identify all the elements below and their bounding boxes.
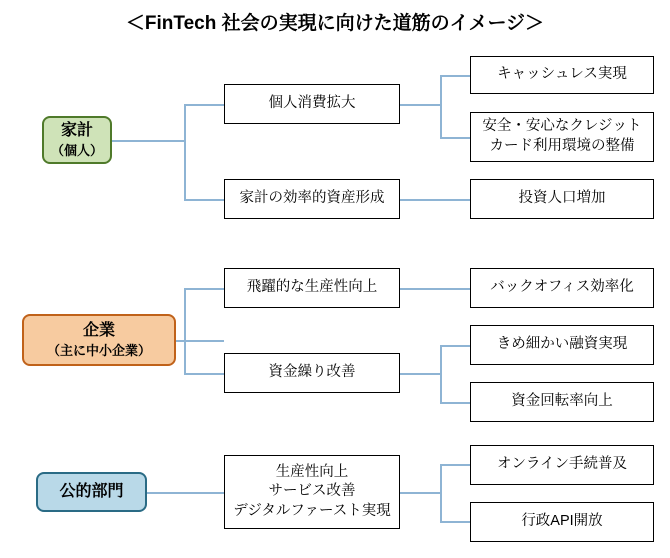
node-fine-grained-lending[interactable] — [470, 325, 654, 365]
node-capital-turnover[interactable] — [470, 382, 654, 422]
node-credit-card-env-line2: カード利用環境の整備 — [489, 138, 635, 154]
node-personal-consumption[interactable] — [224, 84, 400, 124]
connector-productivity-out — [400, 288, 470, 290]
node-public-root[interactable] — [36, 472, 147, 512]
node-public-improvements-line2: サービス改善 — [268, 483, 356, 500]
node-public-improvements-line3: デジタルファースト実現 — [233, 502, 391, 519]
connector-company-branch-2 — [184, 373, 224, 375]
connector-fine-lending-in — [440, 345, 470, 347]
connector-credit-in — [440, 137, 470, 139]
node-cashflow-improvement-label: 資金繰り改善 — [268, 364, 356, 381]
node-household-root-line1: 家計 — [60, 122, 93, 140]
node-public-improvements-line1: 生産性向上 — [275, 463, 349, 480]
node-investor-population[interactable] — [470, 179, 654, 219]
node-online-procedures-label: オンライン手続普及 — [496, 456, 628, 473]
node-cashflow-improvement[interactable] — [224, 353, 400, 393]
node-backoffice-efficiency[interactable] — [470, 268, 654, 308]
connector-household-branch-1 — [184, 104, 224, 106]
node-personal-consumption-label: 個人消費拡大 — [268, 95, 356, 112]
node-cashless[interactable] — [470, 56, 654, 94]
connector-online-proc-in — [440, 464, 470, 466]
node-backoffice-efficiency-label: バックオフィス効率化 — [490, 279, 634, 296]
node-gov-api-open[interactable] — [470, 502, 654, 542]
node-investor-population-label: 投資人口増加 — [518, 190, 606, 207]
node-company-root[interactable] — [22, 314, 176, 366]
connector-public-root — [147, 492, 224, 494]
node-company-root-line1: 企業 — [82, 322, 115, 340]
node-public-root-label: 公的部門 — [59, 483, 124, 501]
connector-household-root — [112, 140, 184, 142]
connector-turnover-in — [440, 402, 470, 404]
node-credit-card-env-line1: 安全・安心なクレジット — [482, 118, 642, 135]
connector-public-trunk — [440, 464, 442, 521]
connector-public-mid-out — [400, 492, 440, 494]
connector-consumption-trunk — [440, 75, 442, 137]
node-household-asset-formation[interactable] — [224, 179, 400, 219]
node-productivity-leap[interactable] — [224, 268, 400, 308]
node-company-root-line2: （主に中小企業） — [46, 343, 151, 359]
connector-household-trunk — [184, 104, 186, 200]
page-title: ＜FinTech 社会の実現に向けた道筋のイメージ＞ — [125, 13, 545, 34]
connector-gov-api-in — [440, 521, 470, 523]
connector-cashless-in — [440, 75, 470, 77]
node-household-asset-formation-label: 家計の効率的資産形成 — [239, 190, 385, 207]
node-public-improvements[interactable] — [224, 455, 400, 529]
connector-cashflow-trunk — [440, 345, 442, 402]
node-online-procedures[interactable] — [470, 445, 654, 485]
connector-consumption-out — [400, 104, 440, 106]
node-gov-api-open-label: 行政API開放 — [521, 513, 603, 530]
connector-household-branch-2 — [184, 199, 224, 201]
node-household-root[interactable] — [42, 116, 112, 164]
connector-cashflow-out — [400, 373, 440, 375]
node-productivity-leap-label: 飛躍的な生産性向上 — [246, 279, 378, 296]
node-fine-grained-lending-label: きめ細かい融資実現 — [496, 336, 628, 353]
connector-company-trunk — [184, 288, 186, 374]
connector-asset-out — [400, 199, 470, 201]
node-household-root-line2: （個人） — [50, 143, 103, 159]
node-credit-card-env[interactable] — [470, 112, 654, 162]
connector-company-branch-1 — [184, 288, 224, 290]
node-capital-turnover-label: 資金回転率向上 — [511, 393, 613, 410]
node-cashless-label: キャッシュレス実現 — [497, 66, 627, 83]
